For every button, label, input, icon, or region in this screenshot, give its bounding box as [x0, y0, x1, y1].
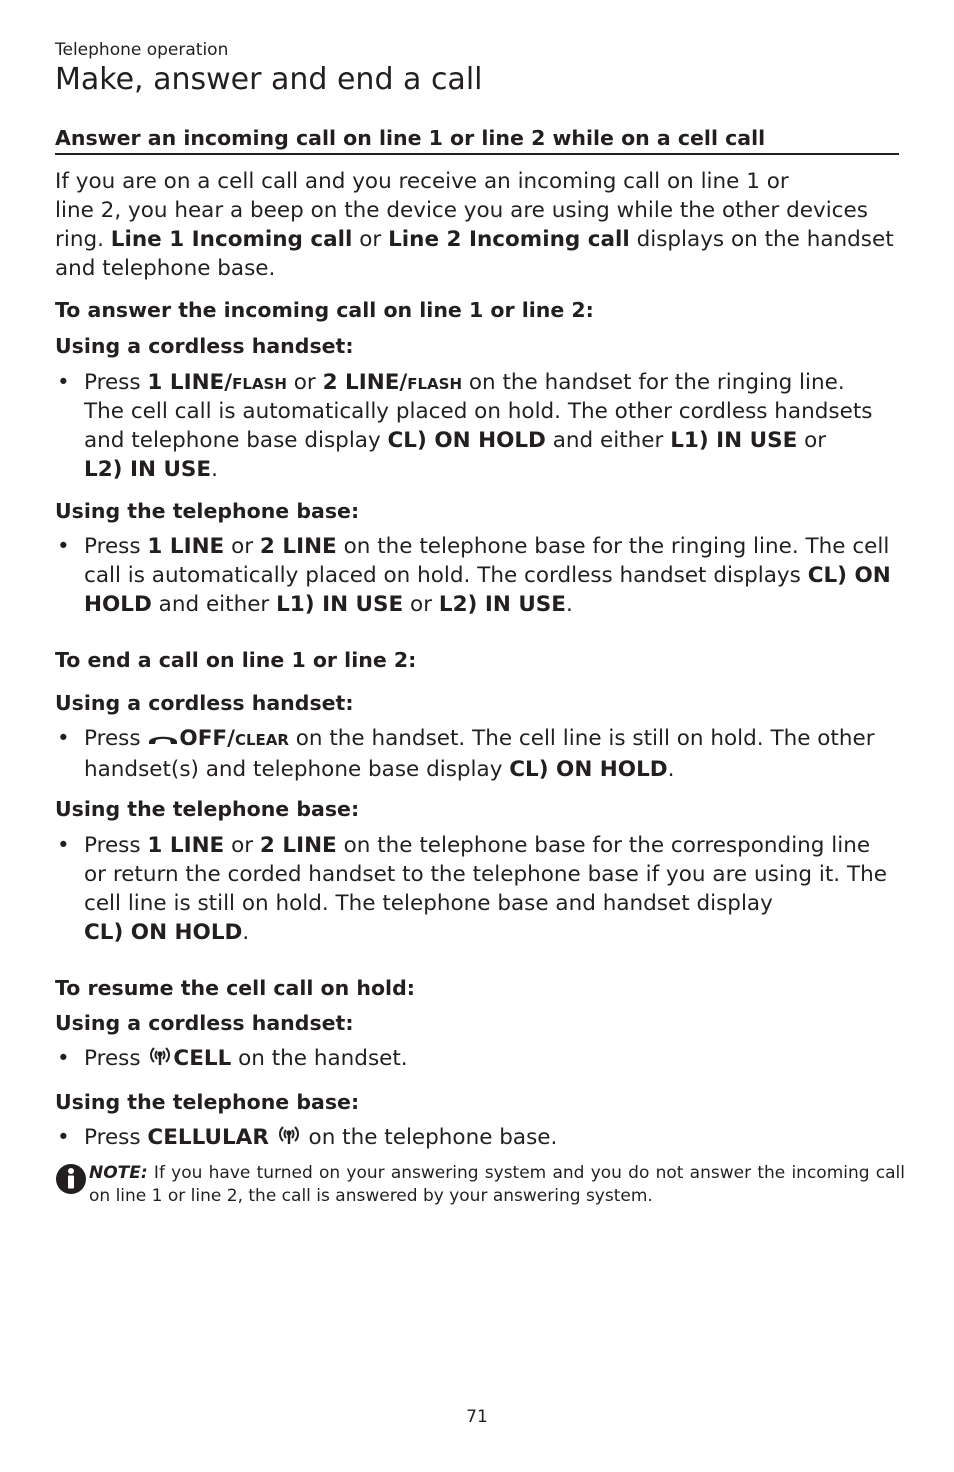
bullet-icon: • [57, 726, 70, 751]
resume-handset-heading: Using a cordless handset: [55, 1011, 354, 1035]
answer-handset-bullet: • Press 1 LINE/flash or 2 LINE/flash on the handset for the ringing line. The cell call is automatically placed on hold. The other cordless handsets and telephone base display CL) ON HOLD and either L1) IN USE or L2) IN USE. [57, 370, 873, 482]
end-handset-bullet: • Press OFF/clear on the handset. The cell line is still on hold. The other handset(s) and telephone base display CL) ON HOLD. [57, 726, 875, 782]
bullet-icon: • [57, 370, 70, 395]
cellular-signal-icon [276, 1124, 302, 1154]
page-number: 71 [466, 1407, 488, 1427]
note [55, 1162, 905, 1208]
answer-handset-heading: Using a cordless handset: [55, 334, 354, 358]
end-base-bullet: • Press 1 LINE or 2 LINE on the telephone base for the corresponding line or return the corded handset to the telephone base if you are using it. The cell line is still on hold. The telephone base and handset display CL) ON HOLD. [57, 833, 887, 945]
resume-base-heading: Using the telephone base: [55, 1090, 360, 1114]
end-heading: To end a call on line 1 or line 2: [55, 648, 417, 672]
resume-heading: To resume the cell call on hold: [55, 976, 415, 1000]
answer-base-bullet: • Press 1 LINE or 2 LINE on the telephone base for the ringing line. The cell call is automatically placed on hold. The cordless handset displays CL) ON HOLD and either L1) IN USE or L2) IN USE. [57, 534, 891, 617]
intro-paragraph: If you are on a cell call and you receive an incoming call on line 1 or line 2, you hear a beep on the device you are using while the other devices ring. Line 1 Incoming call or Line 2 Incoming call displays on the handset and telephone base. [55, 169, 894, 281]
bullet-icon: • [57, 833, 70, 858]
end-base-heading: Using the telephone base: [55, 797, 360, 821]
resume-base-bullet: • Press CELLULAR on the telephone base. [55, 1123, 899, 1154]
info-icon [55, 1162, 89, 1203]
end-handset-heading: Using a cordless handset: [55, 691, 354, 715]
phone-hangup-icon [147, 726, 179, 755]
section-heading: Answer an incoming call on line 1 or line 2 while on a cell call [55, 126, 899, 155]
bullet-icon: • [57, 1046, 70, 1071]
page-title: Make, answer and end a call [55, 62, 483, 97]
note-label: NOTE: [89, 1163, 148, 1183]
bullet-icon: • [57, 534, 70, 559]
note-text: NOTE: If you have turned on your answering system and you do not answer the incoming call on line 1 or line 2, the call is answered by your answering system. [89, 1163, 905, 1206]
resume-handset-bullet: • Press CELL on the handset. [55, 1044, 899, 1075]
bullet-icon: • [57, 1125, 70, 1150]
cellular-signal-icon [147, 1045, 173, 1075]
answer-base-heading: Using the telephone base: [55, 499, 360, 523]
section-label: Telephone operation [55, 40, 229, 60]
answer-heading: To answer the incoming call on line 1 or line 2: [55, 298, 594, 322]
